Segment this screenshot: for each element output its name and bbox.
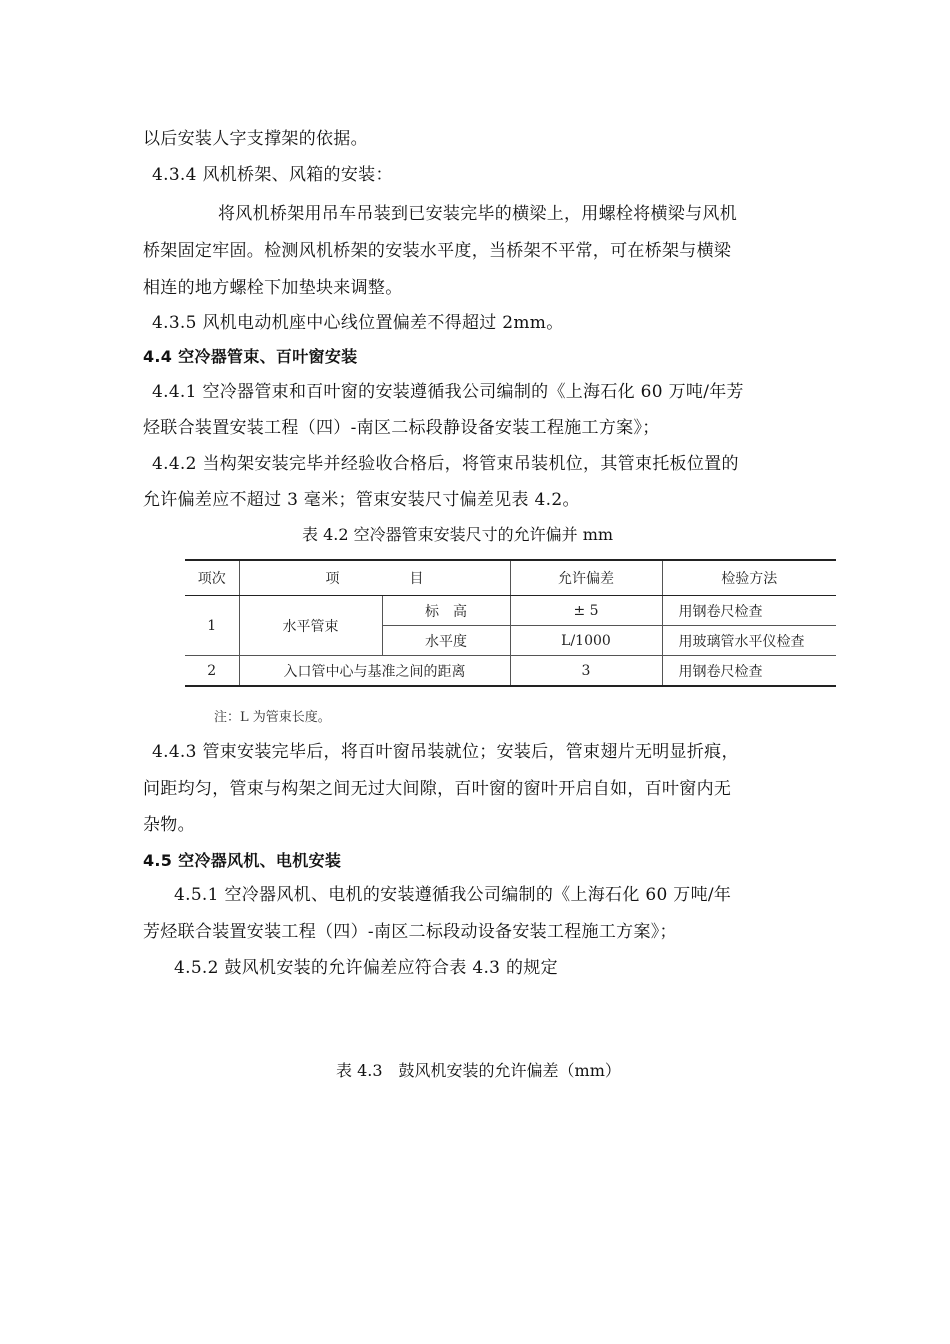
paragraph-line: 烃联合装置安装工程（四）-南区二标段静设备安装工程施工方案》； [143, 418, 660, 438]
table-4-3-caption: 表 4.3 鼓风机安装的允许偏差（mm） [336, 1061, 621, 1080]
section-heading-4-5: 4.5 空冷器风机、电机安装 [143, 851, 342, 870]
cell-sub: 水平度 [382, 626, 510, 656]
cell-method: 用钢卷尺检查 [662, 596, 836, 626]
header-item: 项 目 [239, 560, 510, 596]
table-row [185, 656, 836, 687]
cell-item: 入口管中心与基准之间的距离 [239, 656, 510, 687]
header-tolerance: 允许偏差 [510, 560, 662, 596]
paragraph-line: 以后安装人字支撑架的依据。 [143, 129, 368, 149]
table-row [185, 596, 836, 626]
section-heading-4-4: 4.4 空冷器管束、百叶窗安装 [143, 347, 358, 366]
clause-4-5-1: 4.5.1 空冷器风机、电机的安装遵循我公司编制的《上海石化 60 万吨/年 [174, 885, 732, 905]
clause-4-3-5: 4.3.5 风机电动机座中心线位置偏差不得超过 2mm。 [152, 313, 564, 333]
clause-4-3-4: 4.3.4 风机桥架、风箱的安装： [152, 165, 393, 185]
paragraph-line: 将风机桥架用吊车吊装到已安装完毕的横梁上，用螺栓将横梁与风机 [218, 204, 737, 224]
header-no: 项次 [185, 560, 239, 596]
cell-tolerance: ± 5 [510, 596, 662, 626]
cell-tolerance: 3 [510, 656, 662, 687]
header-method: 检验方法 [662, 560, 836, 596]
cell-tolerance: L/1000 [510, 626, 662, 656]
table-header-row [185, 560, 836, 596]
table-note: 注：L 为管束长度。 [214, 710, 331, 725]
clause-4-4-3: 4.4.3 管束安装完毕后，将百叶窗吊装就位；安装后，管束翅片无明显折痕， [152, 742, 739, 762]
tolerance-table-4-2 [185, 559, 836, 687]
paragraph-line: 杂物。 [143, 815, 195, 835]
paragraph-line: 芳烃联合装置安装工程（四）-南区二标段动设备安装工程施工方案》； [143, 922, 677, 942]
clause-4-5-2: 4.5.2 鼓风机安装的允许偏差应符合表 4.3 的规定 [174, 958, 558, 978]
paragraph-line: 相连的地方螺栓下加垫块来调整。 [143, 278, 403, 298]
cell-method: 用玻璃管水平仪检查 [662, 626, 836, 656]
paragraph-line: 问距均匀，管束与构架之间无过大间隙，百叶窗的窗叶开启自如，百叶窗内无 [143, 779, 732, 799]
cell-group: 水平管束 [239, 596, 382, 656]
table-4-2-caption: 表 4.2 空冷器管束安装尺寸的允许偏并 mm [302, 525, 614, 544]
cell-sub: 标 高 [382, 596, 510, 626]
cell-method: 用钢卷尺检查 [662, 656, 836, 687]
cell-no: 1 [185, 596, 239, 656]
paragraph-line: 桥架固定牢固。检测风机桥架的安装水平度，当桥架不平常，可在桥架与横梁 [143, 241, 732, 261]
paragraph-line: 允许偏差应不超过 3 毫米；管束安装尺寸偏差见表 4.2。 [143, 490, 580, 510]
cell-no: 2 [185, 656, 239, 687]
clause-4-4-1: 4.4.1 空冷器管束和百叶窗的安装遵循我公司编制的《上海石化 60 万吨/年芳 [152, 382, 744, 402]
clause-4-4-2: 4.4.2 当构架安装完毕并经验收合格后，将管束吊装机位，其管束托板位置的 [152, 454, 739, 474]
